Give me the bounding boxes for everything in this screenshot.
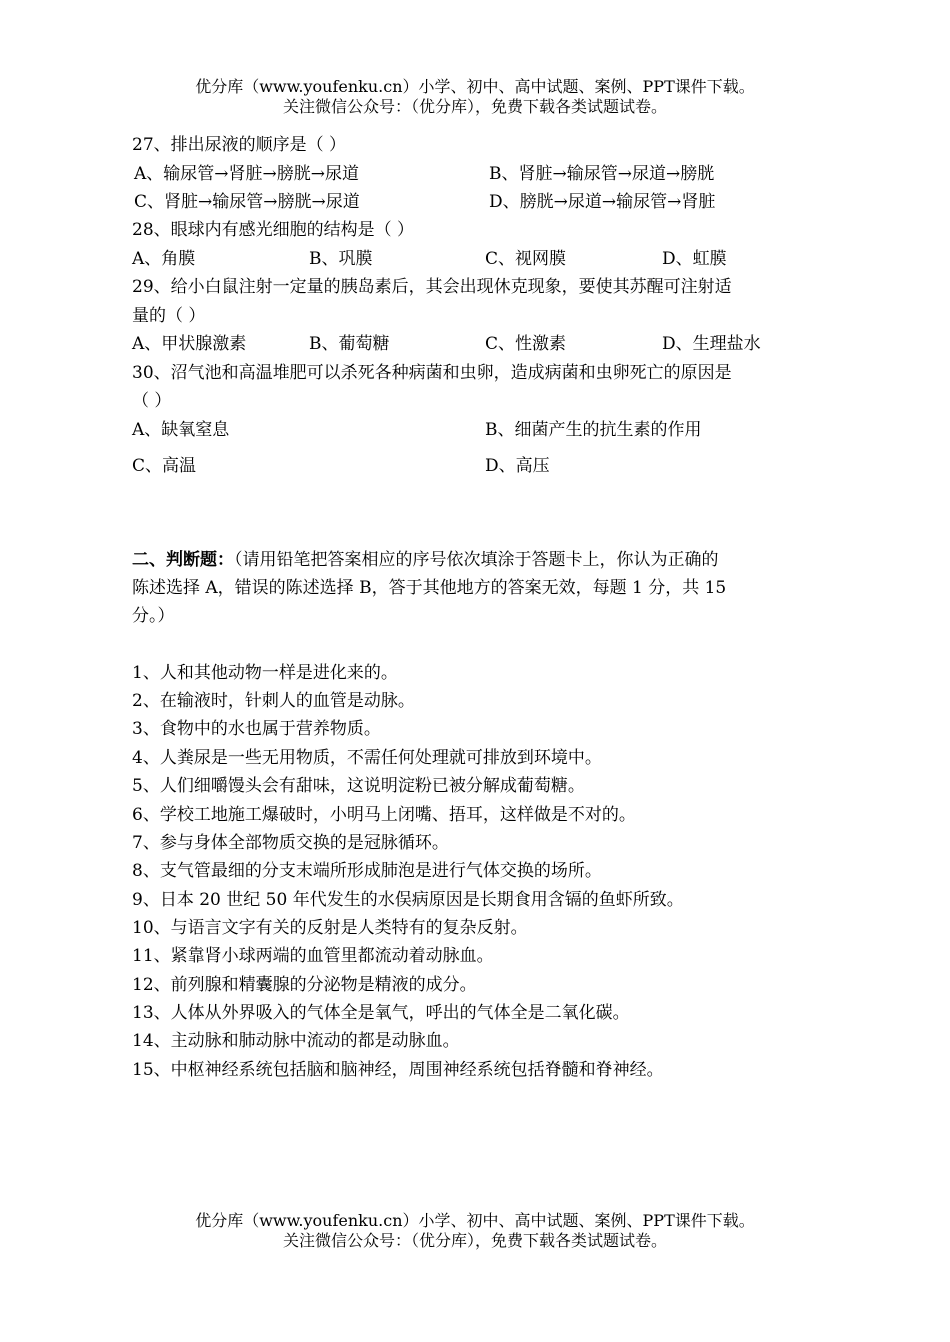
- q27-option-b: B、肾脏→输尿管→尿道→膀胱: [489, 164, 715, 184]
- q29-option-d: D、生理盐水: [662, 334, 761, 354]
- q28-option-a: A、角膜: [132, 249, 196, 269]
- page-footer: [0, 1211, 950, 1251]
- q30-stem-line-2: （ ）: [132, 391, 172, 411]
- judge-section-title: 二、判断题：: [132, 550, 234, 570]
- q28-option-d: D、虹膜: [662, 249, 727, 269]
- judge-item-13: 13、人体从外界吸入的气体全是氧气，呼出的气体全是二氧化碳。: [132, 1003, 630, 1023]
- judge-item-6: 6、学校工地施工爆破时，小明马上闭嘴、捂耳，这样做是不对的。: [132, 805, 636, 825]
- judge-item-9: 9、日本 20 世纪 50 年代发生的水俣病原因是长期食用含镉的鱼虾所致。: [132, 890, 684, 910]
- footer-line-1: 优分库（www.youfenku.cn）小学、初中、高中试题、案例、PPT课件下载。: [195, 1211, 755, 1230]
- q28-option-b: B、巩膜: [309, 249, 373, 269]
- judge-intro-text-1: （请用铅笔把答案相应的序号依次填涂于答题卡上，你认为正确的: [234, 550, 719, 570]
- q29-stem-line-1: 29、给小白鼠注射一定量的胰岛素后，其会出现休克现象，要使其苏醒可注射适: [132, 277, 732, 297]
- q27-stem: 27、排出尿液的顺序是（ ）: [132, 135, 347, 155]
- q28-option-c: C、视网膜: [485, 249, 567, 269]
- q27-option-a: A、输尿管→肾脏→膀胱→尿道: [134, 164, 360, 184]
- header-line-2: 关注微信公众号：（优分库），免费下载各类试题试卷。: [282, 97, 667, 116]
- judge-item-1: 1、人和其他动物一样是进化来的。: [132, 663, 398, 683]
- page-header: [0, 77, 950, 117]
- q30-option-d: D、高压: [485, 456, 550, 476]
- judge-section-intro-line-3: 分。）: [132, 606, 175, 626]
- q30-option-a: A、缺氧窒息: [132, 420, 230, 440]
- judge-item-3: 3、食物中的水也属于营养物质。: [132, 719, 381, 739]
- judge-section-intro-line-1: [132, 546, 719, 574]
- q30-stem-line-1: 30、沼气池和高温堆肥可以杀死各种病菌和虫卵，造成病菌和虫卵死亡的原因是: [132, 363, 732, 383]
- judge-item-12: 12、前列腺和精囊腺的分泌物是精液的成分。: [132, 975, 477, 995]
- footer-line-2: 关注微信公众号：（优分库），免费下载各类试题试卷。: [282, 1231, 667, 1250]
- judge-item-15: 15、中枢神经系统包括脑和脑神经，周围神经系统包括脊髓和脊神经。: [132, 1060, 664, 1080]
- judge-item-14: 14、主动脉和肺动脉中流动的都是动脉血。: [132, 1031, 460, 1051]
- judge-item-2: 2、在输液时，针刺人的血管是动脉。: [132, 691, 415, 711]
- q29-option-b: B、葡萄糖: [309, 334, 390, 354]
- q29-stem-line-2: 量的（ ）: [132, 306, 206, 326]
- header-line-1: 优分库（www.youfenku.cn）小学、初中、高中试题、案例、PPT课件下载。: [195, 77, 755, 96]
- judge-item-10: 10、与语言文字有关的反射是人类特有的复杂反射。: [132, 918, 528, 938]
- judge-item-11: 11、紧靠肾小球两端的血管里都流动着动脉血。: [132, 946, 494, 966]
- judge-item-7: 7、参与身体全部物质交换的是冠脉循环。: [132, 833, 449, 853]
- q27-option-c: C、肾脏→输尿管→膀胱→尿道: [134, 192, 360, 212]
- judge-item-8: 8、支气管最细的分支末端所形成肺泡是进行气体交换的场所。: [132, 861, 602, 881]
- q29-option-a: A、甲状腺激素: [132, 334, 247, 354]
- judge-section-intro-line-2: 陈述选择 A，错误的陈述选择 B，答于其他地方的答案无效，每题 1 分，共 15: [132, 578, 727, 598]
- q30-option-b: B、细菌产生的抗生素的作用: [485, 420, 702, 440]
- q29-option-c: C、性激素: [485, 334, 567, 354]
- q28-stem: 28、眼球内有感光细胞的结构是（ ）: [132, 220, 415, 240]
- q30-option-c: C、高温: [132, 456, 197, 476]
- judge-item-4: 4、人粪尿是一些无用物质，不需任何处理就可排放到环境中。: [132, 748, 602, 768]
- q27-option-d: D、膀胱→尿道→输尿管→肾脏: [489, 192, 716, 212]
- judge-item-5: 5、人们细嚼馒头会有甜味，这说明淀粉已被分解成葡萄糖。: [132, 776, 585, 796]
